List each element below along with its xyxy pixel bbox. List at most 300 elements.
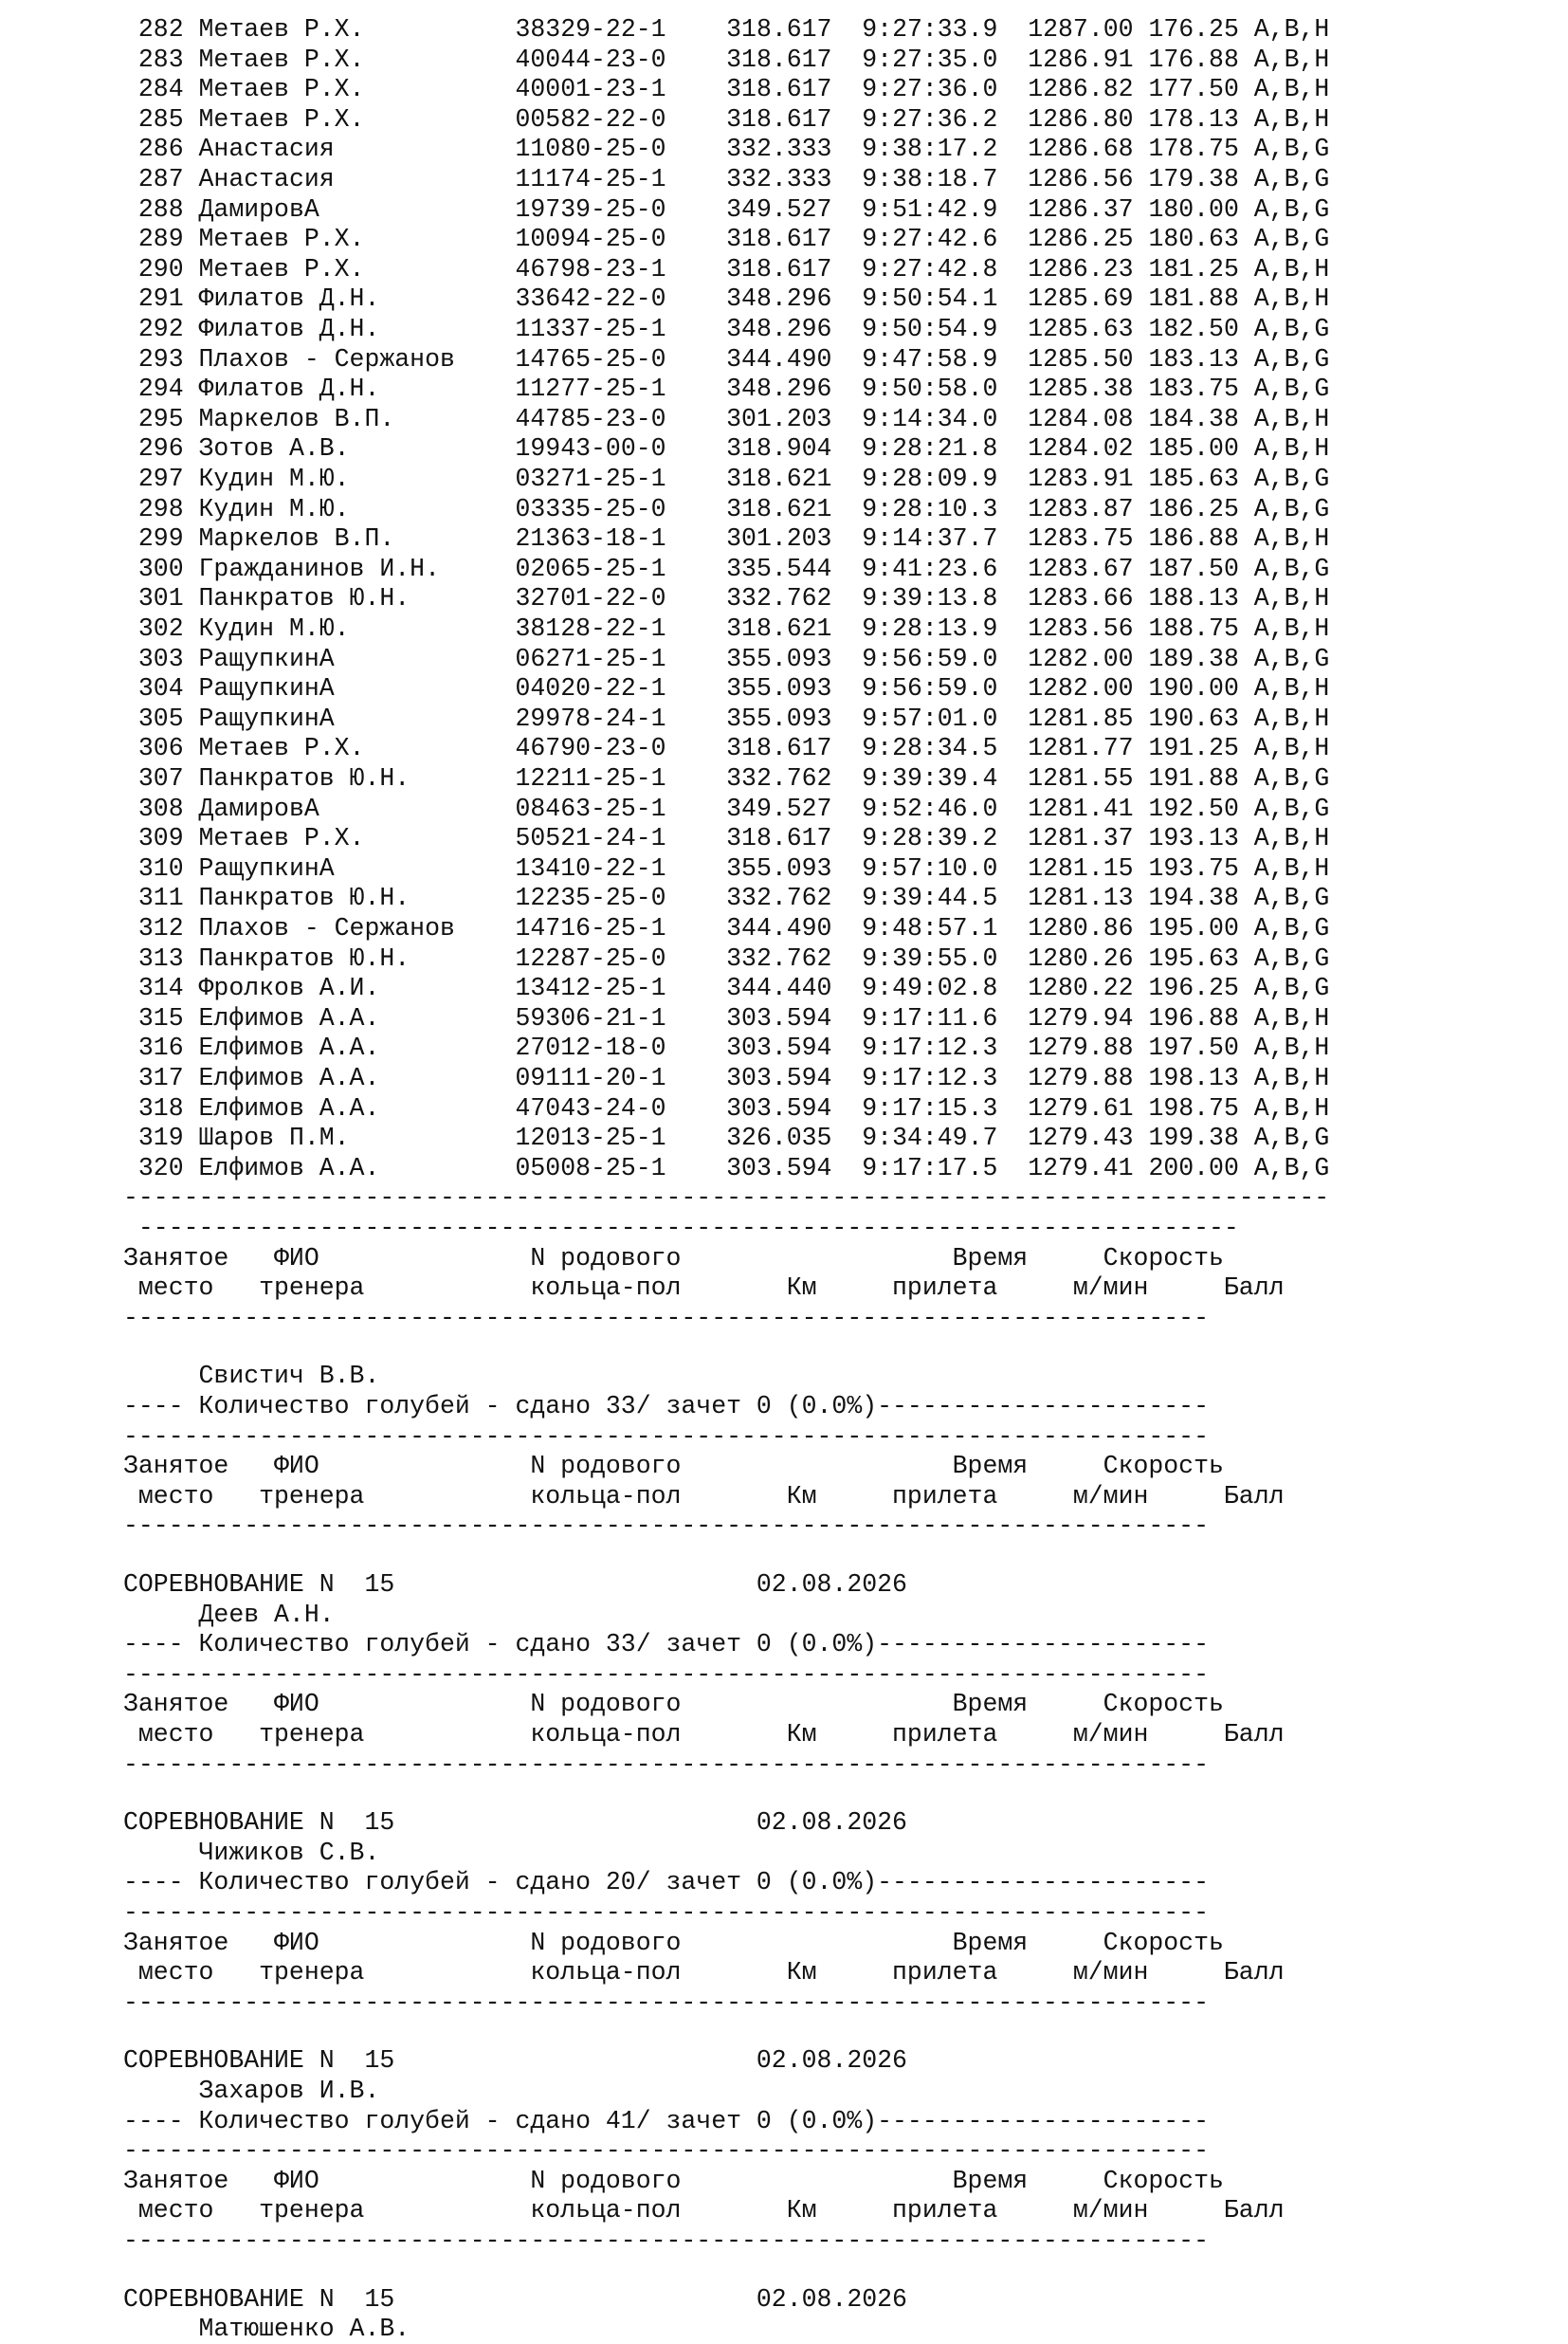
- place-cell: 313: [123, 944, 184, 973]
- time-cell: 9:38:17.2: [862, 135, 1029, 163]
- points-cell: 191.25: [1148, 734, 1254, 762]
- trainer-cell: Метаев Р.Х.: [198, 255, 516, 284]
- block-rule: [123, 1897, 1209, 1928]
- tags-cell: A,B,H: [1253, 284, 1330, 313]
- ring-cell: 06271-25-1: [515, 645, 727, 673]
- table-row: [123, 224, 1329, 254]
- table-row: [123, 613, 1329, 644]
- points-cell: 186.25: [1148, 495, 1254, 523]
- table-row: [123, 1063, 1329, 1093]
- place-cell: 289: [123, 225, 184, 253]
- trainer-cell: Панкратов Ю.Н.: [198, 584, 516, 613]
- tags-cell: A,B,G: [1253, 315, 1330, 343]
- km-cell: 301.203: [726, 405, 863, 433]
- place-cell: 307: [123, 764, 184, 793]
- time-cell: 9:47:58.9: [862, 345, 1029, 374]
- ring-cell: 21363-18-1: [515, 524, 727, 553]
- points-cell: 178.13: [1148, 105, 1254, 134]
- speed-cell: 1281.41: [1028, 795, 1149, 823]
- time-cell: 9:49:02.8: [862, 974, 1029, 1002]
- time-cell: 9:28:13.9: [862, 614, 1029, 643]
- spacer: [184, 284, 199, 313]
- speed-cell: 1286.37: [1028, 195, 1149, 224]
- spacer: [184, 345, 199, 374]
- tags-cell: A,B,H: [1253, 854, 1330, 883]
- tags-cell: A,B,G: [1253, 645, 1330, 673]
- place-cell: 288: [123, 195, 184, 224]
- km-cell: 318.621: [726, 465, 863, 493]
- km-cell: 332.762: [726, 764, 863, 793]
- points-cell: 187.50: [1148, 555, 1254, 583]
- table-row: [123, 733, 1329, 763]
- ring-cell: 50521-24-1: [515, 824, 727, 852]
- points-cell: 184.38: [1148, 405, 1254, 433]
- points-cell: 196.25: [1148, 974, 1254, 1002]
- place-cell: 304: [123, 674, 184, 703]
- speed-cell: 1280.22: [1028, 974, 1149, 1002]
- spacer: [184, 135, 199, 163]
- block-rule: [123, 1659, 1209, 1690]
- table-row: [123, 523, 1329, 554]
- place-cell: 295: [123, 405, 184, 433]
- table-row: [123, 554, 1329, 584]
- place-cell: 300: [123, 555, 184, 583]
- spacer: [184, 555, 199, 583]
- km-cell: 344.490: [726, 914, 863, 943]
- km-cell: 344.490: [726, 345, 863, 374]
- place-cell: 302: [123, 614, 184, 643]
- table-row: [123, 673, 1329, 704]
- pigeon-count-text: ---- Количество голубей - сдано 41/ зачет 0 (0.0%)----------------------: [123, 2107, 1209, 2135]
- trainer-cell: Филатов Д.Н.: [198, 284, 516, 313]
- km-cell: 318.617: [726, 15, 863, 44]
- time-cell: 9:17:11.6: [862, 1004, 1029, 1033]
- spacer: [184, 255, 199, 284]
- trainer-name: Свистич В.В.: [123, 1362, 380, 1390]
- spacer: [184, 46, 199, 74]
- points-cell: 196.88: [1148, 1004, 1254, 1033]
- column-header-text: место тренера кольца-пол Км прилета м/мин Балл: [123, 1482, 1285, 1511]
- trainer-cell: Кудин М.Ю.: [198, 495, 516, 523]
- spacer: [184, 405, 199, 433]
- speed-cell: 1283.91: [1028, 465, 1149, 493]
- tags-cell: A,B,H: [1253, 46, 1330, 74]
- spacer: [184, 75, 199, 103]
- speed-cell: 1280.26: [1028, 944, 1149, 973]
- ring-cell: 11337-25-1: [515, 315, 727, 343]
- column-header-line-1: [123, 1689, 1224, 1719]
- competition-line: [123, 1807, 907, 1838]
- table-row: [123, 74, 1329, 104]
- points-cell: 189.38: [1148, 645, 1254, 673]
- points-cell: 181.88: [1148, 284, 1254, 313]
- speed-cell: 1286.25: [1028, 225, 1149, 253]
- points-cell: 198.13: [1148, 1064, 1254, 1092]
- km-cell: 318.617: [726, 734, 863, 762]
- ring-cell: 13412-25-1: [515, 974, 727, 1002]
- place-cell: 320: [123, 1154, 184, 1182]
- ring-cell: 00582-22-0: [515, 105, 727, 134]
- ring-cell: 14716-25-1: [515, 914, 727, 943]
- table-row: [123, 344, 1329, 375]
- tags-cell: A,B,G: [1253, 1154, 1330, 1182]
- ring-cell: 11174-25-1: [515, 165, 727, 193]
- table-row: [123, 494, 1329, 524]
- km-cell: 332.762: [726, 584, 863, 613]
- time-cell: 9:57:10.0: [862, 854, 1029, 883]
- column-header-line-2: [123, 1719, 1285, 1749]
- divider-dashes: ------------------------------------------------------------------------: [123, 1750, 1209, 1779]
- ring-cell: 19739-25-0: [515, 195, 727, 224]
- km-cell: 318.621: [726, 495, 863, 523]
- km-cell: 318.617: [726, 225, 863, 253]
- ring-cell: 46798-23-1: [515, 255, 727, 284]
- trainer-cell: Метаев Р.Х.: [198, 824, 516, 852]
- km-cell: 332.762: [726, 884, 863, 912]
- table-row: [123, 1033, 1329, 1063]
- trainer-cell: Елфимов А.А.: [198, 1094, 516, 1123]
- tags-cell: A,B,H: [1253, 614, 1330, 643]
- tags-cell: A,B,H: [1253, 405, 1330, 433]
- points-cell: 178.75: [1148, 135, 1254, 163]
- km-cell: 349.527: [726, 795, 863, 823]
- pigeon-count-line: [123, 1867, 1209, 1897]
- km-cell: 348.296: [726, 284, 863, 313]
- divider-dashes: ------------------------------------------------------------------------: [123, 1898, 1209, 1927]
- time-cell: 9:17:12.3: [862, 1064, 1029, 1092]
- spacer: [184, 645, 199, 673]
- header-rule: [123, 1303, 1209, 1333]
- km-cell: 318.617: [726, 105, 863, 134]
- km-cell: 335.544: [726, 555, 863, 583]
- points-cell: 183.75: [1148, 375, 1254, 403]
- tags-cell: A,B,G: [1253, 375, 1330, 403]
- tags-cell: A,B,H: [1253, 584, 1330, 613]
- table-row: [123, 284, 1329, 314]
- divider-dashes: -------------------------------------------------------------------------: [123, 1214, 1239, 1242]
- competition-line: [123, 2045, 907, 2076]
- time-cell: 9:17:15.3: [862, 1094, 1029, 1123]
- column-header-text: место тренера кольца-пол Км прилета м/мин Балл: [123, 1720, 1285, 1749]
- trainer-cell: Елфимов А.А.: [198, 1004, 516, 1033]
- trainer-cell: Анастасия: [198, 165, 516, 193]
- place-cell: 309: [123, 824, 184, 852]
- place-cell: 284: [123, 75, 184, 103]
- column-header-line-1: [123, 1928, 1224, 1958]
- spacer: [184, 315, 199, 343]
- place-cell: 285: [123, 105, 184, 134]
- km-cell: 303.594: [726, 1064, 863, 1092]
- spacer: [184, 614, 199, 643]
- trainer-cell: Шаров П.М.: [198, 1124, 516, 1152]
- speed-cell: 1281.77: [1028, 734, 1149, 762]
- tags-cell: A,B,G: [1253, 195, 1330, 224]
- column-header-line-2: [123, 2195, 1285, 2225]
- place-cell: 312: [123, 914, 184, 943]
- tags-cell: A,B,G: [1253, 974, 1330, 1002]
- ring-cell: 40044-23-0: [515, 46, 727, 74]
- table-row: [123, 1003, 1329, 1034]
- speed-cell: 1284.02: [1028, 434, 1149, 463]
- place-cell: 315: [123, 1004, 184, 1033]
- tags-cell: A,B,G: [1253, 914, 1330, 943]
- trainer-cell: РащупкинА: [198, 674, 516, 703]
- divider-dashes: ------------------------------------------------------------------------: [123, 1422, 1209, 1451]
- points-cell: 179.38: [1148, 165, 1254, 193]
- trainer-line: [123, 1600, 335, 1630]
- km-cell: 318.617: [726, 824, 863, 852]
- km-cell: 355.093: [726, 705, 863, 733]
- points-cell: 188.75: [1148, 614, 1254, 643]
- trainer-cell: Плахов - Сержанов: [198, 914, 516, 943]
- speed-cell: 1279.88: [1028, 1064, 1149, 1092]
- tags-cell: A,B,G: [1253, 1124, 1330, 1152]
- table-row: [123, 104, 1329, 135]
- ring-cell: 47043-24-0: [515, 1094, 727, 1123]
- trainer-line: [123, 1838, 379, 1868]
- speed-cell: 1279.94: [1028, 1004, 1149, 1033]
- km-cell: 318.904: [726, 434, 863, 463]
- points-cell: 181.25: [1148, 255, 1254, 284]
- trainer-cell: Метаев Р.Х.: [198, 105, 516, 134]
- time-cell: 9:34:49.7: [862, 1124, 1029, 1152]
- time-cell: 9:51:42.9: [862, 195, 1029, 224]
- ring-cell: 11080-25-0: [515, 135, 727, 163]
- table-row: [123, 1123, 1329, 1153]
- header-rule: [123, 2225, 1209, 2256]
- spacer: [184, 434, 199, 463]
- spacer: [184, 854, 199, 883]
- trainer-cell: Метаев Р.Х.: [198, 15, 516, 44]
- speed-cell: 1285.50: [1028, 345, 1149, 374]
- points-cell: 193.13: [1148, 824, 1254, 852]
- trainer-cell: РащупкинА: [198, 645, 516, 673]
- points-cell: 192.50: [1148, 795, 1254, 823]
- tags-cell: A,B,H: [1253, 1064, 1330, 1092]
- speed-cell: 1286.80: [1028, 105, 1149, 134]
- points-cell: 198.75: [1148, 1094, 1254, 1123]
- time-cell: 9:39:13.8: [862, 584, 1029, 613]
- tags-cell: A,B,H: [1253, 15, 1330, 44]
- speed-cell: 1285.38: [1028, 375, 1149, 403]
- spacer: [184, 165, 199, 193]
- points-cell: 180.00: [1148, 195, 1254, 224]
- time-cell: 9:48:57.1: [862, 914, 1029, 943]
- tags-cell: A,B,H: [1253, 824, 1330, 852]
- column-header-text: Занятое ФИО N родового Время Скорость: [123, 1452, 1224, 1480]
- spacer: [184, 884, 199, 912]
- table-end-rule: [123, 1182, 1329, 1213]
- table-row: [123, 763, 1329, 794]
- column-header-text: Занятое ФИО N родового Время Скорость: [123, 2167, 1224, 2195]
- trainer-line: [123, 1361, 379, 1391]
- divider-dashes: ------------------------------------------------------------------------: [123, 2136, 1209, 2165]
- ring-cell: 02065-25-1: [515, 555, 727, 583]
- place-cell: 296: [123, 434, 184, 463]
- time-cell: 9:28:39.2: [862, 824, 1029, 852]
- time-cell: 9:17:12.3: [862, 1034, 1029, 1062]
- place-cell: 314: [123, 974, 184, 1002]
- spacer: [184, 1124, 199, 1152]
- trainer-cell: РащупкинА: [198, 705, 516, 733]
- place-cell: 317: [123, 1064, 184, 1092]
- time-cell: 9:41:23.6: [862, 555, 1029, 583]
- spacer: [184, 465, 199, 493]
- ring-cell: 14765-25-0: [515, 345, 727, 374]
- place-cell: 286: [123, 135, 184, 163]
- time-cell: 9:50:54.9: [862, 315, 1029, 343]
- spacer: [184, 195, 199, 224]
- spacer: [184, 914, 199, 943]
- divider-dashes: --------------------------------------------------------------------------------: [123, 1183, 1330, 1212]
- column-header-line-1: [123, 1243, 1224, 1273]
- spacer: [184, 495, 199, 523]
- km-cell: 318.617: [726, 75, 863, 103]
- speed-cell: 1283.56: [1028, 614, 1149, 643]
- km-cell: 349.527: [726, 195, 863, 224]
- divider-dashes: ------------------------------------------------------------------------: [123, 1511, 1209, 1540]
- ring-cell: 08463-25-1: [515, 795, 727, 823]
- tags-cell: A,B,G: [1253, 135, 1330, 163]
- trainer-cell: ДамировА: [198, 795, 516, 823]
- speed-cell: 1281.85: [1028, 705, 1149, 733]
- km-cell: 318.617: [726, 255, 863, 284]
- time-cell: 9:27:36.0: [862, 75, 1029, 103]
- time-cell: 9:50:54.1: [862, 284, 1029, 313]
- table-row: [123, 644, 1329, 674]
- table-row: [123, 194, 1329, 225]
- trainer-cell: Кудин М.Ю.: [198, 465, 516, 493]
- pigeon-count-text: ---- Количество голубей - сдано 33/ зачет 0 (0.0%)----------------------: [123, 1392, 1209, 1420]
- trainer-cell: Метаев Р.Х.: [198, 734, 516, 762]
- km-cell: 355.093: [726, 854, 863, 883]
- column-header-line-2: [123, 1273, 1285, 1303]
- ring-cell: 09111-20-1: [515, 1064, 727, 1092]
- speed-cell: 1285.63: [1028, 315, 1149, 343]
- divider-dashes: ------------------------------------------------------------------------: [123, 1660, 1209, 1689]
- speed-cell: 1281.13: [1028, 884, 1149, 912]
- trainer-cell: Метаев Р.Х.: [198, 225, 516, 253]
- block-rule: [123, 1421, 1209, 1452]
- trainer-cell: Метаев Р.Х.: [198, 46, 516, 74]
- points-cell: 200.00: [1148, 1154, 1254, 1182]
- tags-cell: A,B,G: [1253, 345, 1330, 374]
- table-row: [123, 134, 1329, 164]
- trainer-cell: Гражданинов И.Н.: [198, 555, 516, 583]
- ring-cell: 38128-22-1: [515, 614, 727, 643]
- trainer-cell: Зотов А.В.: [198, 434, 516, 463]
- speed-cell: 1283.75: [1028, 524, 1149, 553]
- header-rule: [123, 1987, 1209, 2018]
- time-cell: 9:27:36.2: [862, 105, 1029, 134]
- time-cell: 9:38:18.7: [862, 165, 1029, 193]
- tags-cell: A,B,G: [1253, 225, 1330, 253]
- divider-dashes: ------------------------------------------------------------------------: [123, 1304, 1209, 1332]
- trainer-cell: Филатов Д.Н.: [198, 315, 516, 343]
- points-cell: 176.25: [1148, 15, 1254, 44]
- divider-dashes: ------------------------------------------------------------------------: [123, 1988, 1209, 2017]
- column-header-text: место тренера кольца-пол Км прилета м/мин Балл: [123, 2196, 1285, 2225]
- points-cell: 176.88: [1148, 46, 1254, 74]
- place-cell: 306: [123, 734, 184, 762]
- trainer-cell: Панкратов Ю.Н.: [198, 764, 516, 793]
- column-header-text: Занятое ФИО N родового Время Скорость: [123, 1929, 1224, 1957]
- place-cell: 294: [123, 375, 184, 403]
- time-cell: 9:17:17.5: [862, 1154, 1029, 1182]
- spacer: [184, 15, 199, 44]
- speed-cell: 1283.87: [1028, 495, 1149, 523]
- header-rule: [123, 1511, 1209, 1541]
- points-cell: 190.00: [1148, 674, 1254, 703]
- section-rule: [123, 1213, 1239, 1243]
- points-cell: 195.63: [1148, 944, 1254, 973]
- spacer: [184, 764, 199, 793]
- tags-cell: A,B,G: [1253, 555, 1330, 583]
- table-row: [123, 404, 1329, 434]
- ring-cell: 13410-22-1: [515, 854, 727, 883]
- points-cell: 193.75: [1148, 854, 1254, 883]
- time-cell: 9:27:33.9: [862, 15, 1029, 44]
- place-cell: 282: [123, 15, 184, 44]
- time-cell: 9:28:21.8: [862, 434, 1029, 463]
- table-row: [123, 164, 1329, 194]
- ring-cell: 59306-21-1: [515, 1004, 727, 1033]
- time-cell: 9:14:37.7: [862, 524, 1029, 553]
- place-cell: 305: [123, 705, 184, 733]
- time-cell: 9:28:09.9: [862, 465, 1029, 493]
- pigeon-count-line: [123, 2106, 1209, 2136]
- tags-cell: A,B,G: [1253, 764, 1330, 793]
- ring-cell: 32701-22-0: [515, 584, 727, 613]
- trainer-name: Деев А.Н.: [123, 1601, 335, 1629]
- table-row: [123, 14, 1329, 45]
- tags-cell: A,B,G: [1253, 495, 1330, 523]
- spacer: [184, 674, 199, 703]
- ring-cell: 12235-25-0: [515, 884, 727, 912]
- competition-line: [123, 2284, 907, 2315]
- ring-cell: 03335-25-0: [515, 495, 727, 523]
- ring-cell: 12013-25-1: [515, 1124, 727, 1152]
- ring-cell: 11277-25-1: [515, 375, 727, 403]
- table-row: [123, 853, 1329, 884]
- speed-cell: 1283.67: [1028, 555, 1149, 583]
- pigeon-count-line: [123, 1629, 1209, 1659]
- points-cell: 194.38: [1148, 884, 1254, 912]
- speed-cell: 1285.69: [1028, 284, 1149, 313]
- trainer-cell: Маркелов В.П.: [198, 524, 516, 553]
- points-cell: 195.00: [1148, 914, 1254, 943]
- spacer: [184, 524, 199, 553]
- time-cell: 9:56:59.0: [862, 674, 1029, 703]
- time-cell: 9:28:34.5: [862, 734, 1029, 762]
- ring-cell: 12287-25-0: [515, 944, 727, 973]
- tags-cell: A,B,H: [1253, 705, 1330, 733]
- place-cell: 316: [123, 1034, 184, 1062]
- table-row: [123, 1093, 1329, 1124]
- place-cell: 283: [123, 46, 184, 74]
- spacer: [184, 944, 199, 973]
- time-cell: 9:27:42.8: [862, 255, 1029, 284]
- tags-cell: A,B,H: [1253, 1034, 1330, 1062]
- km-cell: 332.333: [726, 165, 863, 193]
- time-cell: 9:57:01.0: [862, 705, 1029, 733]
- spacer: [184, 974, 199, 1002]
- trainer-cell: Елфимов А.А.: [198, 1154, 516, 1182]
- competition-text: СОРЕВНОВАНИЕ N 15 02.08.2026: [123, 2285, 907, 2314]
- tags-cell: A,B,G: [1253, 465, 1330, 493]
- km-cell: 303.594: [726, 1034, 863, 1062]
- trainer-cell: Панкратов Ю.Н.: [198, 884, 516, 912]
